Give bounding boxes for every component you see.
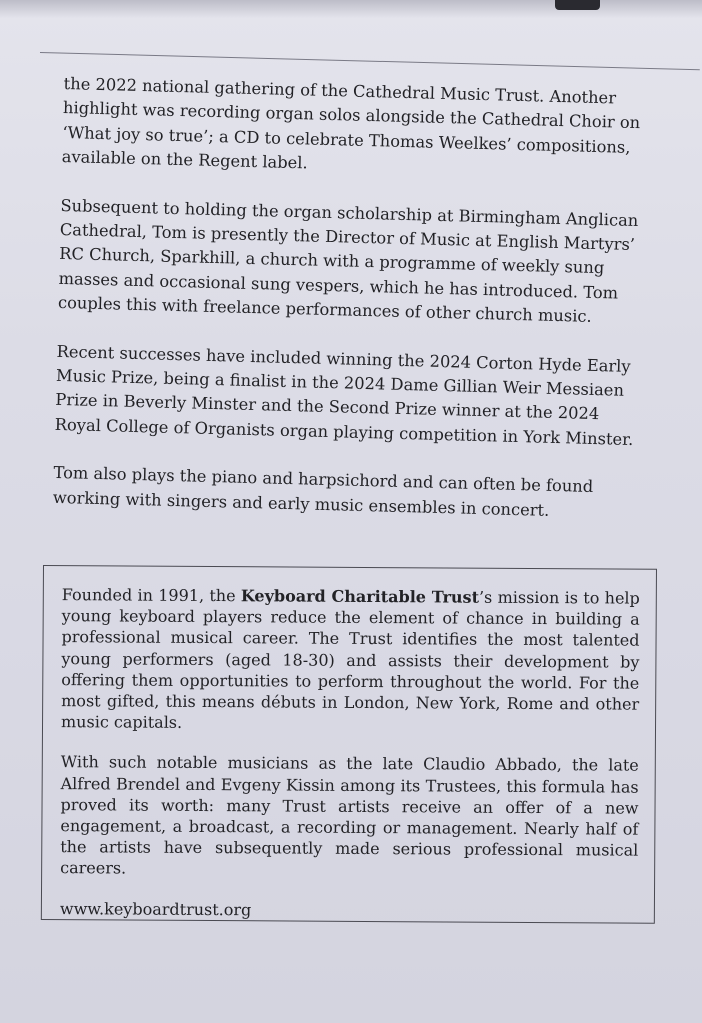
keyboard-trust-box — [41, 565, 657, 924]
page-top-clip — [555, 0, 600, 10]
trust-p1-body: ’s mission is to help young keyboard players reduce the element of chance in building a professional musical career. The Trust identifies the most talented young performers (aged 18-30) and assists their development by offering them opportunities to perform throughout the world. For the most gifted, this means débuts in London, New York, Rome and other music capitals. — [60, 587, 640, 733]
trust-box-text — [60, 584, 640, 922]
trust-website: www.keyboardtrust.org — [59, 898, 252, 919]
bio-paragraph-3: Recent successes have included winning the 2024 Corton Hyde Early Music Prize, being a finalist in the 2024 Dame Gillian Weir Messiaen Prize in Beverly Minster and the Second Prize winner at the 2024 Royal College of Organists organ playing competition in York Minster. — [54, 341, 634, 449]
trust-paragraph-1 — [61, 584, 640, 736]
header-rule — [40, 52, 700, 70]
bio-paragraph-4: Tom also plays the piano and harpsichord and can often be found working with singers and early music ensembles in concert. — [52, 463, 594, 520]
trust-p1-intro: Founded in 1991, the — [61, 585, 241, 606]
trust-name: Keyboard Charitable Trust — [240, 586, 480, 607]
trust-paragraph-2: With such notable musicians as the late Claudio Abbado, the late Alfred Brendel and Evgeny Kissin among its Trustees, this formula has proved its worth: many Trust artists receive an offer of a new engagement, a broadcast, a recording or management. Nearly half of the artists have subsequently made serious professional musical careers. — [60, 752, 639, 878]
bio-paragraph-2: Subsequent to holding the organ scholarship at Birmingham Anglican Cathedral, Tom is presently the Director of Music at English Martyrs’ RC Church, Sparkhill, a church with a programme of weekly sung masses and occasional sung vespers, which he has introduced. Tom couples this with freelance performances of other church music. — [57, 195, 639, 327]
bio-paragraph-1: the 2022 national gathering of the Cathedral Music Trust. Another highlight was recording organ solos alongside the Cathedral Choir on ‘What joy so true’; a CD to celebrate Thomas Weelkes’ compositions, available on the Regent label. — [61, 73, 641, 173]
biography-text — [52, 72, 649, 549]
